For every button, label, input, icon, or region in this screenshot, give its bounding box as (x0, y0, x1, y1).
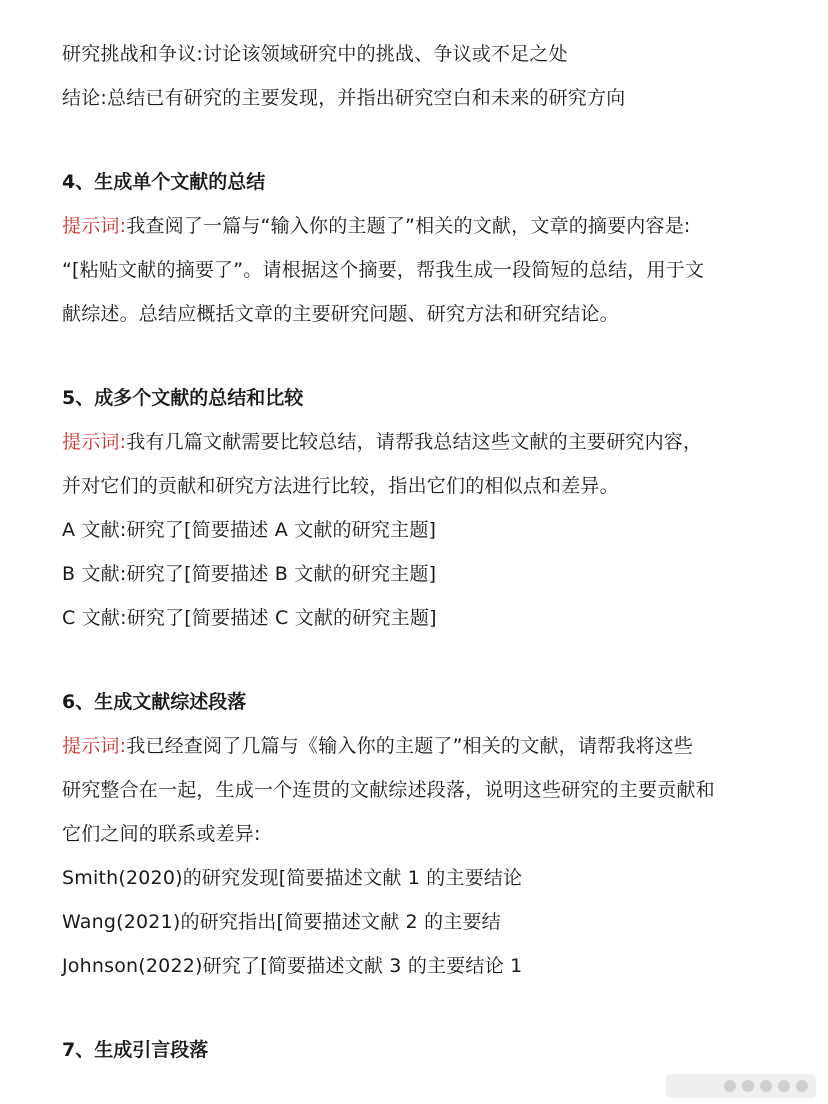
prompt-text: 我查阅了一篇与“输入你的主题了”相关的文献，文章的摘要内容是: (126, 215, 691, 237)
watermark-dot-icon (760, 1080, 772, 1092)
section-4-prompt-line-2: “[粘贴文献的摘要了”。请根据这个摘要，帮我生成一段简短的总结，用于文 (62, 259, 705, 281)
section-6-prompt-line-3: 它们之间的联系或差异: (62, 823, 261, 845)
section-5-prompt-line-1 (62, 420, 782, 464)
intro-line-conclusion: 结论:总结已有研究的主要发现，并指出研究空白和未来的研究方向 (62, 87, 626, 109)
section-6-item-johnson: Johnson(2022)研究了[简要描述文献 3 的主要结论 1 (62, 955, 523, 977)
section-5-prompt-line-2: 并对它们的贡献和研究方法进行比较，指出它们的相似点和差异。 (62, 475, 619, 497)
section-5-heading: 5、成多个文献的总结和比较 (62, 387, 304, 409)
prompt-label: 提示词: (62, 215, 127, 237)
section-6-heading: 6、生成文献综述段落 (62, 691, 247, 713)
section-5-item-b: B 文献:研究了[简要描述 B 文献的研究主题] (62, 563, 437, 585)
watermark-dot-icon (778, 1080, 790, 1092)
watermark-dot-icon (724, 1080, 736, 1092)
section-4-prompt-line-1 (62, 204, 782, 248)
section-6-item-smith: Smith(2020)的研究发现[简要描述文献 1 的主要结论 (62, 867, 523, 889)
watermark (666, 1074, 816, 1098)
prompt-text: 我有几篇文献需要比较总结，请帮我总结这些文献的主要研究内容， (126, 431, 703, 453)
section-7-heading: 7、生成引言段落 (62, 1039, 209, 1061)
watermark-dot-icon (742, 1080, 754, 1092)
section-4-heading: 4、生成单个文献的总结 (62, 171, 266, 193)
prompt-label: 提示词: (62, 735, 127, 757)
watermark-dot-icon (796, 1080, 808, 1092)
section-6-prompt-line-2: 研究整合在一起，生成一个连贯的文献综述段落，说明这些研究的主要贡献和 (62, 779, 715, 801)
section-6-prompt-line-1 (62, 724, 782, 768)
section-6-item-wang: Wang(2021)的研究指出[简要描述文献 2 的主要结 (62, 911, 501, 933)
intro-line-challenges: 研究挑战和争议:讨论该领域研究中的挑战、争议或不足之处 (62, 43, 568, 65)
prompt-text: 我已经查阅了几篇与《输入你的主题了”相关的文献，请帮我将这些 (126, 735, 694, 757)
section-5-item-a: A 文献:研究了[简要描述 A 文献的研究主题] (62, 519, 437, 541)
document-page (62, 0, 782, 1072)
section-4-prompt-line-3: 献综述。总结应概括文章的主要研究问题、研究方法和研究结论。 (62, 303, 619, 325)
prompt-label: 提示词: (62, 431, 127, 453)
section-5-item-c: C 文献:研究了[简要描述 C 文献的研究主题] (62, 607, 437, 629)
